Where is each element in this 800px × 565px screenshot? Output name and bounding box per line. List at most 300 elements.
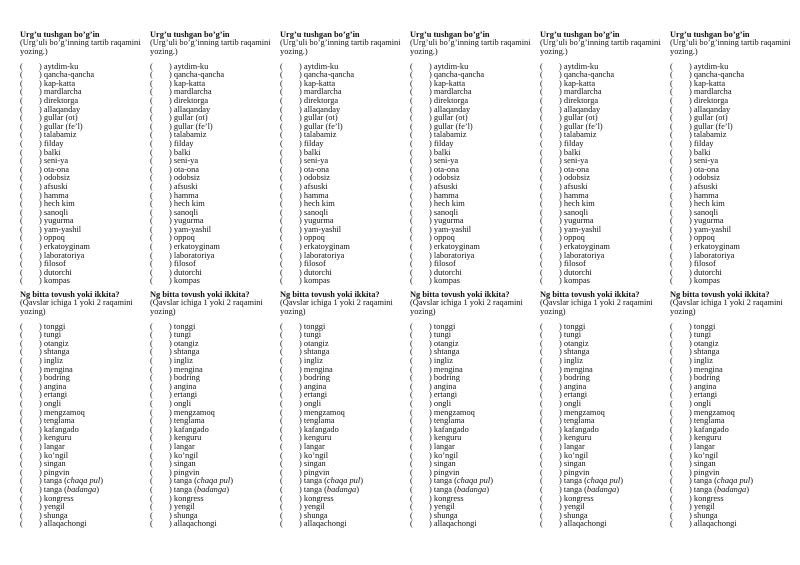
answer-slot-open[interactable]: ( [670,199,673,209]
answer-slot-open[interactable]: ( [20,173,23,183]
answer-slot-open[interactable]: ( [150,207,153,217]
answer-slot-open[interactable]: ( [20,87,23,97]
answer-slot-open[interactable]: ( [150,130,153,140]
answer-slot-open[interactable]: ( [20,433,23,443]
answer-slot-open[interactable]: ( [410,510,413,520]
answer-slot-open[interactable]: ( [20,398,23,408]
answer-slot-open[interactable]: ( [150,95,153,105]
answer-slot-open[interactable]: ( [540,338,543,348]
answer-slot-open[interactable]: ( [150,398,153,408]
answer-slot-open[interactable]: ( [540,250,543,260]
answer-slot-open[interactable]: ( [20,70,23,80]
answer-slot-open[interactable]: ( [410,381,413,391]
answer-slot-open[interactable]: ( [150,519,153,529]
answer-slot-open[interactable]: ( [410,104,413,114]
answer-slot-open[interactable]: ( [670,224,673,234]
answer-slot-open[interactable]: ( [410,519,413,529]
answer-slot-open[interactable]: ( [150,321,153,331]
answer-slot-open[interactable]: ( [670,441,673,451]
answer-slot-open[interactable]: ( [670,70,673,80]
answer-slot-open[interactable]: ( [670,459,673,469]
answer-slot-open[interactable]: ( [670,338,673,348]
answer-slot-open[interactable]: ( [670,381,673,391]
answer-slot-open[interactable]: ( [280,484,283,494]
answer-slot-open[interactable]: ( [410,433,413,443]
answer-slot-open[interactable]: ( [150,216,153,226]
answer-slot-open[interactable]: ( [280,147,283,157]
answer-slot-open[interactable]: ( [280,510,283,520]
answer-slot-open[interactable]: ( [20,242,23,252]
answer-slot-open[interactable]: ( [540,113,543,123]
answer-slot-open[interactable]: ( [150,87,153,97]
answer-slot-open[interactable]: ( [280,259,283,269]
answer-slot-open[interactable]: ( [670,138,673,148]
answer-slot-open[interactable]: ( [150,484,153,494]
answer-slot-open[interactable]: ( [540,441,543,451]
answer-slot-open[interactable]: ( [20,467,23,477]
answer-slot-open[interactable]: ( [150,467,153,477]
answer-slot-open[interactable]: ( [540,190,543,200]
answer-slot-open[interactable]: ( [540,147,543,157]
answer-slot-open[interactable]: ( [20,347,23,357]
answer-slot-open[interactable]: ( [280,216,283,226]
answer-slot-open[interactable]: ( [540,207,543,217]
answer-slot-open[interactable]: ( [150,390,153,400]
answer-slot-open[interactable]: ( [410,61,413,71]
answer-slot-open[interactable]: ( [410,259,413,269]
answer-slot-open[interactable]: ( [540,321,543,331]
answer-slot-open[interactable]: ( [670,276,673,286]
answer-slot-open[interactable]: ( [670,164,673,174]
answer-slot-open[interactable]: ( [280,476,283,486]
answer-slot-open[interactable]: ( [280,95,283,105]
answer-slot-open[interactable]: ( [670,216,673,226]
answer-slot-open[interactable]: ( [20,259,23,269]
answer-slot-open[interactable]: ( [670,450,673,460]
answer-slot-open[interactable]: ( [670,493,673,503]
answer-slot-open[interactable]: ( [670,510,673,520]
answer-slot-open[interactable]: ( [540,156,543,166]
answer-slot-open[interactable]: ( [150,381,153,391]
answer-slot-open[interactable]: ( [280,493,283,503]
answer-slot-open[interactable]: ( [20,156,23,166]
answer-slot-open[interactable]: ( [540,330,543,340]
answer-slot-open[interactable]: ( [150,450,153,460]
answer-slot-open[interactable]: ( [670,95,673,105]
answer-slot-open[interactable]: ( [670,347,673,357]
answer-slot-open[interactable]: ( [150,338,153,348]
answer-slot-open[interactable]: ( [150,138,153,148]
answer-slot-open[interactable]: ( [410,398,413,408]
answer-slot-open[interactable]: ( [280,224,283,234]
answer-slot-open[interactable]: ( [150,224,153,234]
answer-slot-open[interactable]: ( [20,424,23,434]
answer-slot-open[interactable]: ( [150,199,153,209]
answer-slot-open[interactable]: ( [280,87,283,97]
answer-slot-open[interactable]: ( [410,78,413,88]
answer-slot-open[interactable]: ( [150,476,153,486]
answer-slot-open[interactable]: ( [540,424,543,434]
answer-slot-open[interactable]: ( [20,476,23,486]
answer-slot-open[interactable]: ( [280,173,283,183]
answer-slot-open[interactable]: ( [20,441,23,451]
answer-slot-open[interactable]: ( [20,199,23,209]
answer-slot-open[interactable]: ( [540,242,543,252]
answer-slot-open[interactable]: ( [670,113,673,123]
answer-slot-open[interactable]: ( [410,424,413,434]
answer-slot-open[interactable]: ( [280,502,283,512]
answer-slot-open[interactable]: ( [670,484,673,494]
answer-slot-open[interactable]: ( [150,113,153,123]
answer-slot-open[interactable]: ( [670,321,673,331]
answer-slot-open[interactable]: ( [670,476,673,486]
answer-slot-open[interactable]: ( [410,130,413,140]
answer-slot-open[interactable]: ( [670,78,673,88]
answer-slot-open[interactable]: ( [20,95,23,105]
answer-slot-open[interactable]: ( [280,347,283,357]
answer-slot-open[interactable]: ( [150,502,153,512]
answer-slot-open[interactable]: ( [150,259,153,269]
answer-slot-open[interactable]: ( [410,450,413,460]
answer-slot-open[interactable]: ( [280,398,283,408]
answer-slot-open[interactable]: ( [410,493,413,503]
answer-slot-open[interactable]: ( [20,216,23,226]
answer-slot-open[interactable]: ( [280,519,283,529]
answer-slot-open[interactable]: ( [280,164,283,174]
answer-slot-open[interactable]: ( [410,224,413,234]
answer-slot-open[interactable]: ( [410,467,413,477]
answer-slot-open[interactable]: ( [670,416,673,426]
answer-slot-open[interactable]: ( [280,459,283,469]
answer-slot-open[interactable]: ( [150,373,153,383]
answer-slot-open[interactable]: ( [150,267,153,277]
answer-slot-open[interactable]: ( [410,338,413,348]
answer-slot-open[interactable]: ( [410,147,413,157]
answer-slot-open[interactable]: ( [540,398,543,408]
answer-slot-open[interactable]: ( [280,356,283,365]
answer-slot-open[interactable]: ( [670,190,673,200]
answer-slot-open[interactable]: ( [540,181,543,191]
answer-slot-open[interactable]: ( [540,138,543,148]
answer-slot-open[interactable]: ( [540,121,543,131]
answer-slot-open[interactable]: ( [20,121,23,131]
answer-slot-open[interactable]: ( [410,459,413,469]
answer-slot-open[interactable]: ( [540,416,543,426]
answer-slot-open[interactable]: ( [20,321,23,331]
answer-slot-open[interactable]: ( [540,104,543,114]
answer-slot-open[interactable]: ( [540,130,543,140]
answer-slot-open[interactable]: ( [670,104,673,114]
answer-slot-open[interactable]: ( [410,156,413,166]
answer-slot-open[interactable]: ( [280,78,283,88]
answer-slot-open[interactable]: ( [540,433,543,443]
answer-slot-open[interactable]: ( [540,216,543,226]
answer-slot-open[interactable]: ( [280,381,283,391]
answer-slot-open[interactable]: ( [20,164,23,174]
answer-slot-open[interactable]: ( [20,224,23,234]
answer-slot-open[interactable]: ( [670,433,673,443]
answer-slot-open[interactable]: ( [280,416,283,426]
answer-slot-open[interactable]: ( [280,450,283,460]
answer-slot-open[interactable]: ( [150,424,153,434]
answer-slot-open[interactable]: ( [20,147,23,157]
answer-slot-open[interactable]: ( [540,164,543,174]
answer-slot-open[interactable]: ( [410,173,413,183]
answer-slot-open[interactable]: ( [540,267,543,277]
answer-slot-open[interactable]: ( [150,356,153,365]
answer-slot-open[interactable]: ( [280,364,283,374]
answer-slot-open[interactable]: ( [150,233,153,243]
answer-slot-open[interactable]: ( [150,459,153,469]
answer-slot-open[interactable]: ( [410,95,413,105]
answer-slot-open[interactable]: ( [20,338,23,348]
answer-slot-open[interactable]: ( [150,147,153,157]
answer-slot-open[interactable]: ( [150,330,153,340]
answer-slot-open[interactable]: ( [150,70,153,80]
answer-slot-open[interactable]: ( [280,267,283,277]
answer-slot-open[interactable]: ( [540,467,543,477]
answer-slot-open[interactable]: ( [540,510,543,520]
answer-slot-open[interactable]: ( [540,356,543,365]
answer-slot-open[interactable]: ( [670,259,673,269]
answer-slot-open[interactable]: ( [150,242,153,252]
answer-slot-open[interactable]: ( [20,276,23,286]
answer-slot-open[interactable]: ( [20,502,23,512]
answer-slot-open[interactable]: ( [670,61,673,71]
answer-slot-open[interactable]: ( [150,173,153,183]
answer-slot-open[interactable]: ( [150,250,153,260]
answer-slot-open[interactable]: ( [280,113,283,123]
answer-slot-open[interactable]: ( [540,61,543,71]
answer-slot-open[interactable]: ( [20,130,23,140]
answer-slot-open[interactable]: ( [150,364,153,374]
answer-slot-open[interactable]: ( [150,493,153,503]
answer-slot-open[interactable]: ( [670,519,673,529]
answer-slot-open[interactable]: ( [670,502,673,512]
answer-slot-open[interactable]: ( [410,416,413,426]
answer-slot-open[interactable]: ( [280,138,283,148]
answer-slot-open[interactable]: ( [670,147,673,157]
answer-slot-open[interactable]: ( [20,390,23,400]
answer-slot-open[interactable]: ( [280,70,283,80]
answer-slot-open[interactable]: ( [280,467,283,477]
answer-slot-open[interactable]: ( [540,459,543,469]
answer-slot-open[interactable]: ( [150,433,153,443]
answer-slot-open[interactable]: ( [280,276,283,286]
answer-slot-open[interactable]: ( [150,276,153,286]
answer-slot-open[interactable]: ( [540,407,543,417]
answer-slot-open[interactable]: ( [410,373,413,383]
answer-slot-open[interactable]: ( [150,441,153,451]
answer-slot-open[interactable]: ( [280,104,283,114]
answer-slot-open[interactable]: ( [280,321,283,331]
answer-slot-open[interactable]: ( [20,181,23,191]
answer-slot-open[interactable]: ( [670,424,673,434]
answer-slot-open[interactable]: ( [410,356,413,365]
answer-slot-open[interactable]: ( [410,502,413,512]
answer-slot-open[interactable]: ( [20,373,23,383]
answer-slot-open[interactable]: ( [150,164,153,174]
answer-slot-open[interactable]: ( [670,267,673,277]
answer-slot-open[interactable]: ( [280,338,283,348]
answer-slot-open[interactable]: ( [150,156,153,166]
answer-slot-open[interactable]: ( [20,233,23,243]
answer-slot-open[interactable]: ( [280,156,283,166]
answer-slot-open[interactable]: ( [670,467,673,477]
answer-slot-open[interactable]: ( [670,364,673,374]
answer-slot-open[interactable]: ( [540,95,543,105]
answer-slot-open[interactable]: ( [670,130,673,140]
answer-slot-open[interactable]: ( [20,510,23,520]
answer-slot-open[interactable]: ( [20,61,23,71]
answer-slot-open[interactable]: ( [20,330,23,340]
answer-slot-open[interactable]: ( [150,78,153,88]
answer-slot-open[interactable]: ( [410,267,413,277]
answer-slot-open[interactable]: ( [410,476,413,486]
answer-slot-open[interactable]: ( [280,130,283,140]
answer-slot-open[interactable]: ( [20,364,23,374]
answer-slot-open[interactable]: ( [20,493,23,503]
answer-slot-open[interactable]: ( [540,450,543,460]
answer-slot-open[interactable]: ( [410,207,413,217]
answer-slot-open[interactable]: ( [540,173,543,183]
answer-slot-open[interactable]: ( [410,441,413,451]
answer-slot-open[interactable]: ( [670,398,673,408]
answer-slot-open[interactable]: ( [150,416,153,426]
answer-slot-open[interactable]: ( [540,276,543,286]
answer-slot-open[interactable]: ( [670,390,673,400]
answer-slot-open[interactable]: ( [280,441,283,451]
answer-slot-open[interactable]: ( [410,330,413,340]
answer-slot-open[interactable]: ( [540,484,543,494]
answer-slot-open[interactable]: ( [20,381,23,391]
answer-slot-open[interactable]: ( [410,250,413,260]
answer-slot-open[interactable]: ( [280,242,283,252]
answer-slot-open[interactable]: ( [280,330,283,340]
answer-slot-open[interactable]: ( [20,484,23,494]
answer-slot-open[interactable]: ( [540,502,543,512]
answer-slot-open[interactable]: ( [410,190,413,200]
answer-slot-open[interactable]: ( [410,364,413,374]
answer-slot-open[interactable]: ( [670,233,673,243]
answer-slot-open[interactable]: ( [410,407,413,417]
answer-slot-open[interactable]: ( [280,181,283,191]
answer-slot-open[interactable]: ( [20,78,23,88]
answer-slot-open[interactable]: ( [280,121,283,131]
answer-slot-open[interactable]: ( [540,390,543,400]
answer-slot-open[interactable]: ( [150,181,153,191]
answer-slot-open[interactable]: ( [670,330,673,340]
answer-slot-open[interactable]: ( [410,70,413,80]
answer-slot-open[interactable]: ( [150,190,153,200]
answer-slot-open[interactable]: ( [20,250,23,260]
answer-slot-open[interactable]: ( [150,104,153,114]
answer-slot-open[interactable]: ( [540,199,543,209]
answer-slot-open[interactable]: ( [150,407,153,417]
answer-slot-open[interactable]: ( [20,113,23,123]
answer-slot-open[interactable]: ( [280,424,283,434]
answer-slot-open[interactable]: ( [20,104,23,114]
answer-slot-open[interactable]: ( [150,121,153,131]
answer-slot-open[interactable]: ( [280,190,283,200]
answer-slot-open[interactable]: ( [410,484,413,494]
answer-slot-open[interactable]: ( [410,113,413,123]
answer-slot-open[interactable]: ( [670,121,673,131]
answer-slot-open[interactable]: ( [280,61,283,71]
answer-slot-open[interactable]: ( [280,250,283,260]
answer-slot-open[interactable]: ( [540,78,543,88]
answer-slot-open[interactable]: ( [280,207,283,217]
answer-slot-open[interactable]: ( [410,276,413,286]
answer-slot-open[interactable]: ( [20,450,23,460]
answer-slot-open[interactable]: ( [20,207,23,217]
answer-slot-open[interactable]: ( [280,199,283,209]
answer-slot-open[interactable]: ( [670,242,673,252]
answer-slot-open[interactable]: ( [280,390,283,400]
answer-slot-open[interactable]: ( [410,347,413,357]
answer-slot-open[interactable]: ( [670,156,673,166]
answer-slot-open[interactable]: ( [670,173,673,183]
answer-slot-open[interactable]: ( [410,138,413,148]
answer-slot-open[interactable]: ( [280,433,283,443]
answer-slot-open[interactable]: ( [410,181,413,191]
answer-slot-open[interactable]: ( [410,121,413,131]
answer-slot-open[interactable]: ( [410,321,413,331]
answer-slot-open[interactable]: ( [280,407,283,417]
answer-slot-open[interactable]: ( [150,510,153,520]
answer-slot-open[interactable]: ( [540,476,543,486]
answer-slot-open[interactable]: ( [20,190,23,200]
answer-slot-open[interactable]: ( [670,373,673,383]
answer-slot-open[interactable]: ( [410,87,413,97]
answer-slot-open[interactable]: ( [540,259,543,269]
answer-slot-open[interactable]: ( [540,373,543,383]
answer-slot-open[interactable]: ( [540,493,543,503]
answer-slot-open[interactable]: ( [20,267,23,277]
answer-slot-open[interactable]: ( [150,347,153,357]
answer-slot-open[interactable]: ( [670,207,673,217]
answer-slot-open[interactable]: ( [670,87,673,97]
answer-slot-open[interactable]: ( [410,242,413,252]
answer-slot-open[interactable]: ( [540,233,543,243]
answer-slot-open[interactable]: ( [540,519,543,529]
answer-slot-open[interactable]: ( [410,233,413,243]
answer-slot-open[interactable]: ( [670,356,673,365]
answer-slot-open[interactable]: ( [410,164,413,174]
answer-slot-open[interactable]: ( [540,87,543,97]
answer-slot-open[interactable]: ( [410,216,413,226]
answer-slot-open[interactable]: ( [540,224,543,234]
answer-slot-open[interactable]: ( [280,233,283,243]
answer-slot-open[interactable]: ( [20,138,23,148]
answer-slot-open[interactable]: ( [20,356,23,365]
answer-slot-open[interactable]: ( [20,519,23,529]
answer-slot-open[interactable]: ( [540,381,543,391]
answer-slot-open[interactable]: ( [150,61,153,71]
answer-slot-open[interactable]: ( [20,407,23,417]
answer-slot-open[interactable]: ( [410,199,413,209]
answer-slot-open[interactable]: ( [670,407,673,417]
answer-slot-open[interactable]: ( [410,390,413,400]
answer-slot-open[interactable]: ( [540,347,543,357]
answer-slot-open[interactable]: ( [20,416,23,426]
answer-slot-open[interactable]: ( [540,364,543,374]
answer-slot-open[interactable]: ( [280,373,283,383]
answer-slot-open[interactable]: ( [670,181,673,191]
answer-slot-open[interactable]: ( [670,250,673,260]
answer-slot-open[interactable]: ( [540,70,543,80]
answer-slot-open[interactable]: ( [20,459,23,469]
